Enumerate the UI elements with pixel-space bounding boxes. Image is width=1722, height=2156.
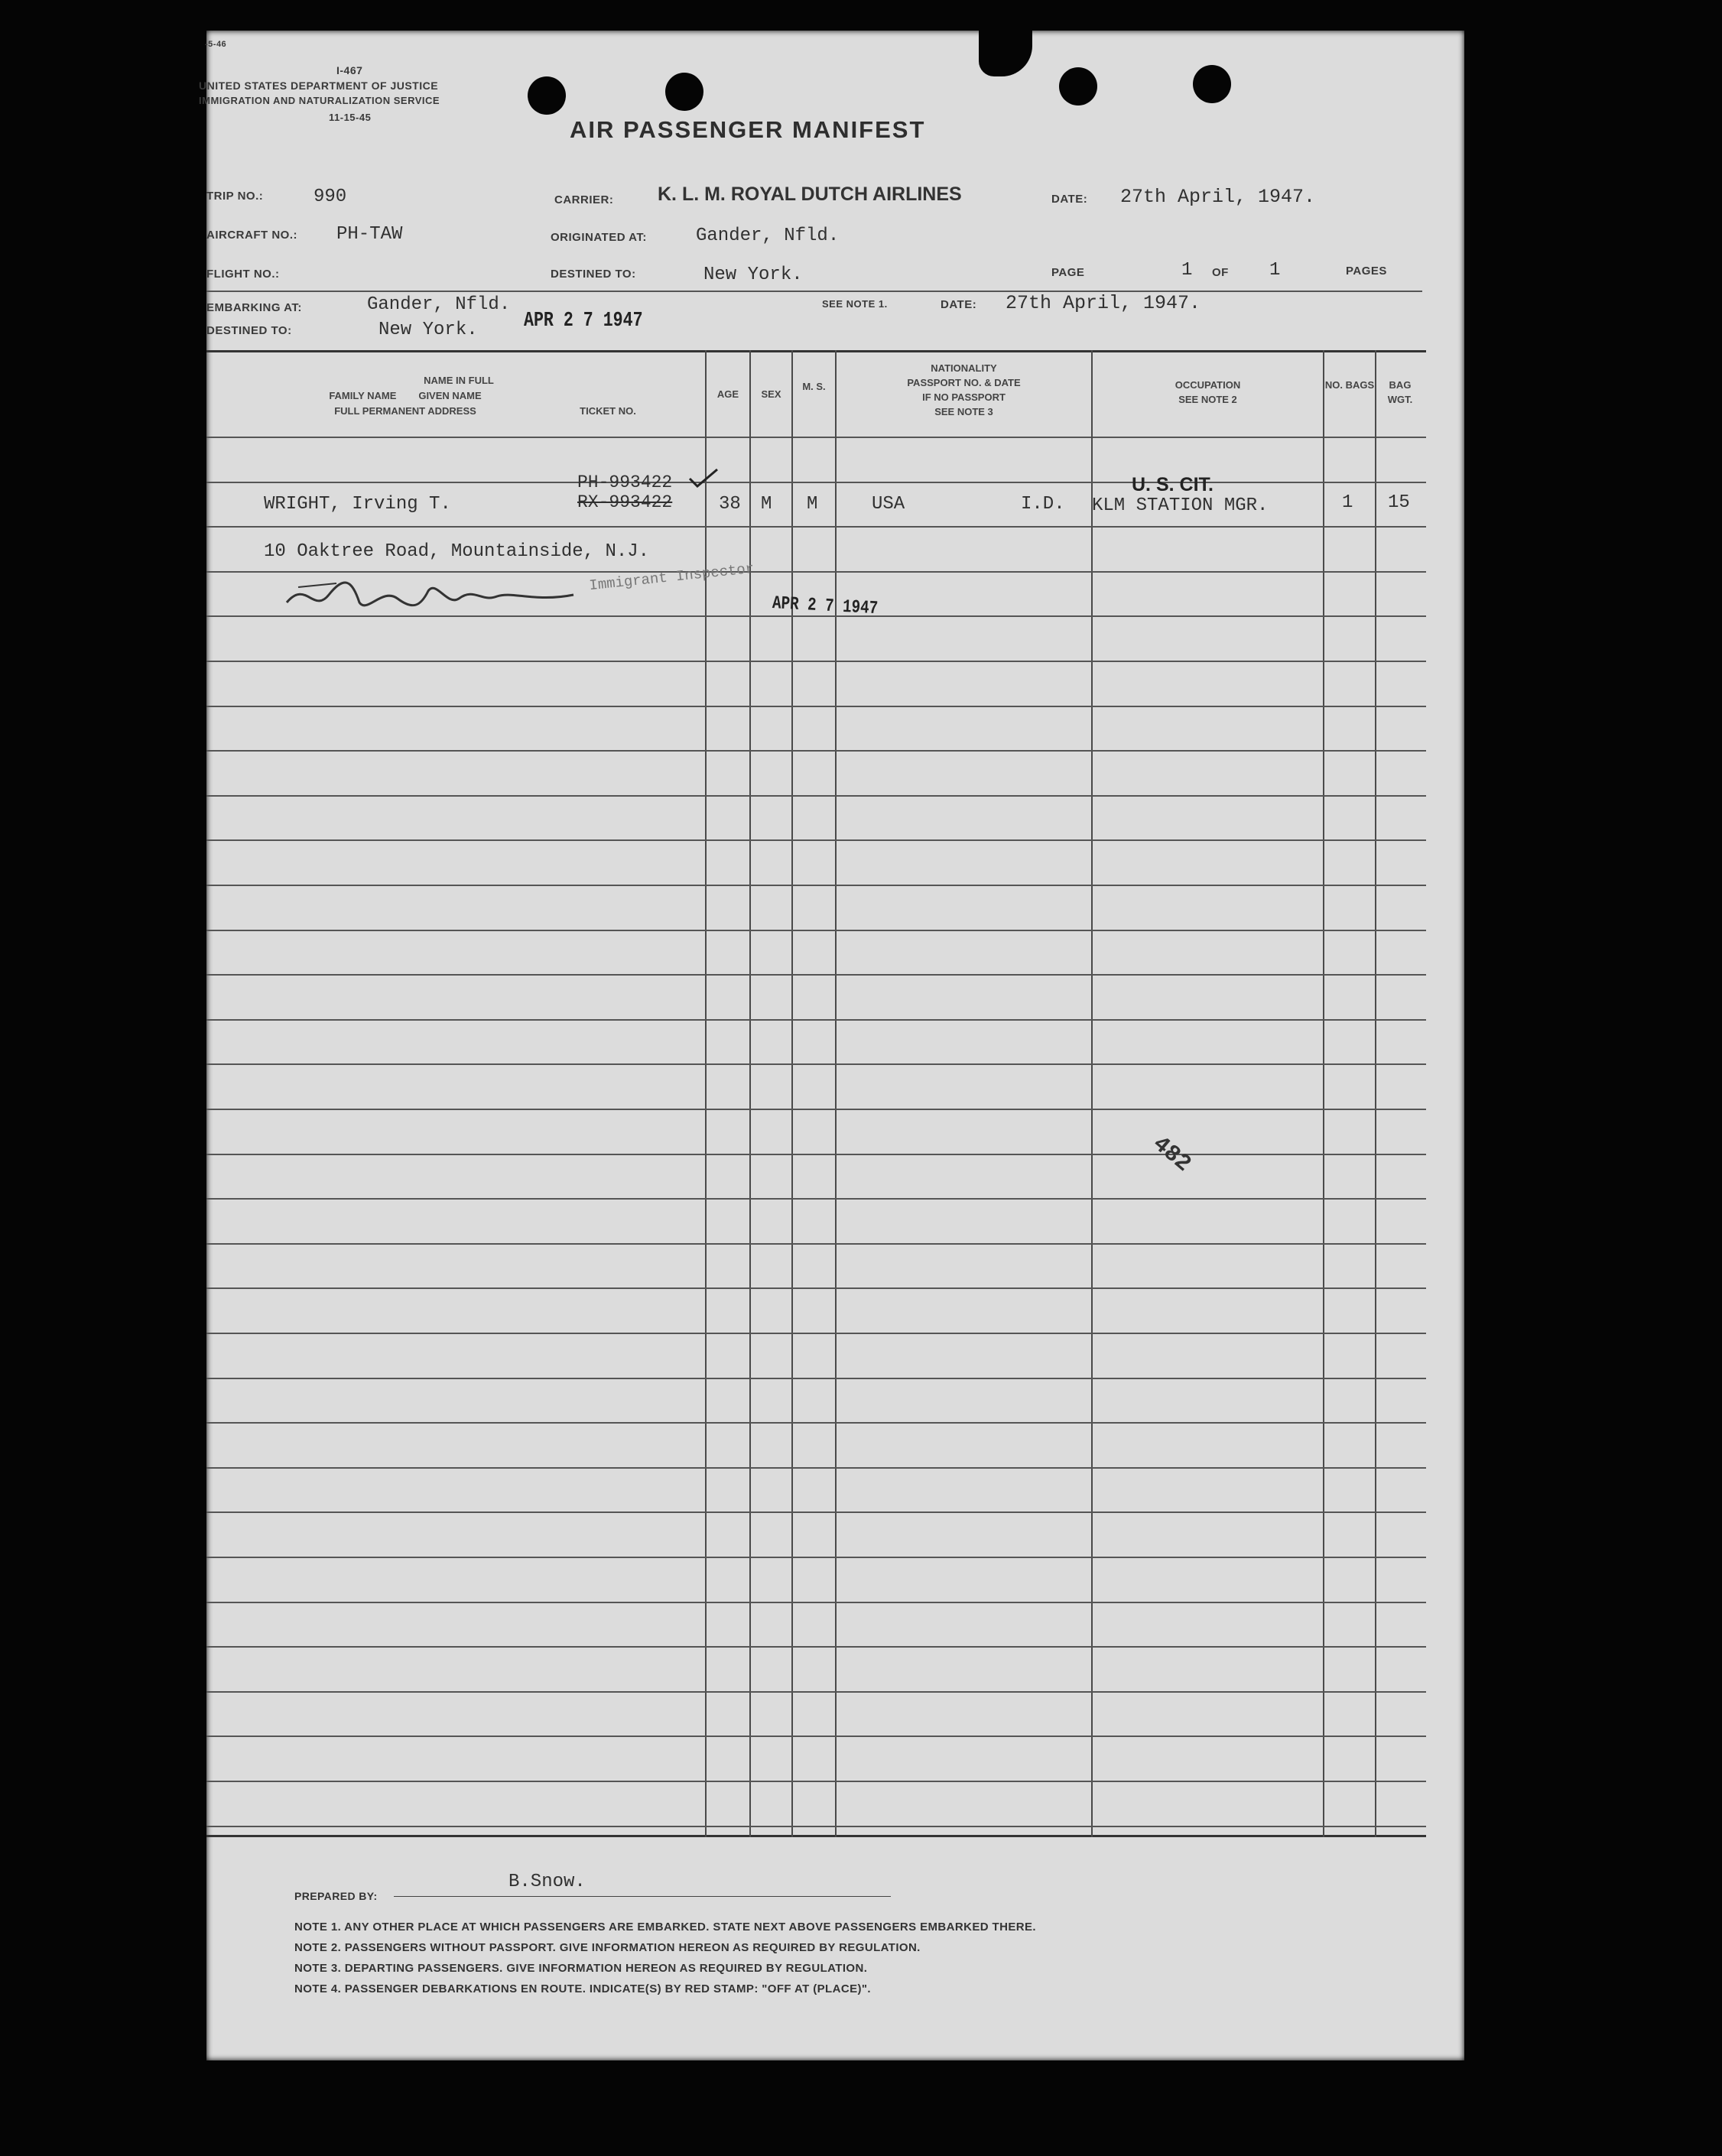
- row-line: [206, 1063, 1426, 1065]
- row-line: [206, 1511, 1426, 1513]
- page-number-stamp: 482: [1147, 1131, 1196, 1178]
- col-header-name-1: NAME IN FULL: [424, 375, 494, 386]
- row-line: [206, 839, 1426, 841]
- note-3: NOTE 3. DEPARTING PASSENGERS. GIVE INFORMATION HEREON AS REQUIRED BY REGULATION.: [294, 1962, 868, 1975]
- check-mark-icon: [688, 466, 719, 493]
- row-line: [206, 1691, 1426, 1693]
- row-line: [206, 526, 1426, 528]
- passenger-bag-weight: 15: [1388, 492, 1410, 513]
- agency-line1: UNITED STATES DEPARTMENT OF JUSTICE: [199, 80, 439, 92]
- col-header-occ-1: OCCUPATION: [1175, 379, 1241, 391]
- pages-label: PAGES: [1346, 265, 1387, 278]
- row-line: [206, 750, 1426, 752]
- row-line: [206, 1109, 1426, 1110]
- col-header-bagwgt: BAG WGT.: [1387, 379, 1413, 405]
- destined2-label: DESTINED TO:: [206, 324, 292, 337]
- ticket-number: PH-993422: [577, 472, 673, 492]
- col-divider-nationality: [835, 350, 837, 1837]
- col-header-nat-4: SEE NOTE 3: [934, 406, 993, 417]
- row-line: [206, 1287, 1426, 1289]
- destined-label: DESTINED TO:: [551, 268, 636, 281]
- table-header-rule: [206, 437, 1426, 438]
- row-line: [206, 1467, 1426, 1469]
- col-divider-ms: [791, 350, 793, 1837]
- col-divider-occupation: [1091, 350, 1093, 1837]
- col-header-nat-1: NATIONALITY: [931, 362, 997, 374]
- row-line: [206, 930, 1426, 931]
- ticket-number-struck: RX-993422: [577, 492, 673, 512]
- row-line: [206, 1736, 1426, 1737]
- passenger-occupation: KLM STATION MGR.: [1092, 495, 1269, 516]
- destined-value: New York.: [703, 265, 803, 285]
- col-header-sex: SEX: [761, 388, 781, 400]
- embarking-label: EMBARKING AT:: [206, 301, 302, 314]
- row-line: [206, 1243, 1426, 1245]
- row-line: [206, 1198, 1426, 1200]
- citizenship-stamp: U. S. CIT.: [1132, 474, 1214, 495]
- note-1: NOTE 1. ANY OTHER PLACE AT WHICH PASSENGERS ARE EMBARKED. STATE NEXT ABOVE PASSENGERS EMBARKED THERE.: [294, 1921, 1036, 1934]
- prepared-by-label: PREPARED BY:: [294, 1890, 378, 1902]
- inspection-date-stamp: APR 2 7 1947: [772, 593, 879, 620]
- punch-hole: [1193, 65, 1231, 103]
- col-header-nat-2: PASSPORT NO. & DATE: [907, 377, 1021, 388]
- col-header-name-2: FAMILY NAME GIVEN NAME: [329, 390, 482, 401]
- destined2-value: New York.: [379, 320, 478, 340]
- trip-label: TRIP NO.:: [206, 190, 264, 203]
- header-divider: [206, 291, 1422, 292]
- col-header-ticket: TICKET NO.: [580, 405, 636, 417]
- row-line: [206, 795, 1426, 797]
- prepared-by-line: [394, 1896, 891, 1897]
- passenger-age: 38: [719, 494, 741, 515]
- manifest-sheet: [199, 31, 1464, 2060]
- date-label: DATE:: [1051, 193, 1088, 206]
- see-note-label: SEE NOTE 1.: [822, 298, 888, 310]
- carrier-label: CARRIER:: [554, 193, 614, 206]
- row-line: [206, 1378, 1426, 1379]
- aircraft-value: PH-TAW: [336, 224, 403, 245]
- row-line: [206, 1333, 1426, 1334]
- inspector-stamp: Immigrant Inspector: [588, 560, 755, 595]
- col-header-ms: M. S.: [802, 381, 826, 392]
- row-line: [206, 974, 1426, 976]
- passenger-sex: M: [761, 494, 772, 515]
- date-value: 27th April, 1947.: [1120, 186, 1316, 208]
- prepared-by-value: B.Snow.: [508, 1872, 586, 1892]
- note-2: NOTE 2. PASSENGERS WITHOUT PASSPORT. GIVE INFORMATION HEREON AS REQUIRED BY REGULATION.: [294, 1941, 921, 1954]
- arrival-date-stamp: APR 2 7 1947: [524, 310, 643, 333]
- row-line: [206, 706, 1426, 707]
- passenger-bags: 1: [1342, 492, 1353, 513]
- originated-label: ORIGINATED AT:: [551, 231, 647, 244]
- row-line: [206, 1422, 1426, 1424]
- flight-label: FLIGHT NO.:: [206, 268, 280, 281]
- punch-hole: [665, 73, 703, 111]
- col-divider-bags: [1323, 350, 1324, 1837]
- row-line: [206, 1154, 1426, 1155]
- page-title: AIR PASSENGER MANIFEST: [570, 116, 926, 143]
- punch-hole: [528, 76, 566, 115]
- row-line: [206, 1019, 1426, 1021]
- inspector-signature: [283, 572, 589, 622]
- row-line: [206, 482, 1426, 483]
- page-value: 1: [1181, 260, 1193, 281]
- row-line: [206, 1557, 1426, 1558]
- of-value: 1: [1269, 260, 1281, 281]
- row-line: [206, 1602, 1426, 1603]
- carrier-value: K. L. M. ROYAL DUTCH AIRLINES: [658, 183, 962, 205]
- date2-label: DATE:: [941, 298, 977, 311]
- page-label: PAGE: [1051, 266, 1085, 279]
- row-line: [206, 1646, 1426, 1648]
- form-code: -5-46: [205, 40, 227, 49]
- col-header-nat-3: IF NO PASSPORT: [922, 391, 1006, 403]
- note-4: NOTE 4. PASSENGER DEBARKATIONS EN ROUTE. INDICATE(S) BY RED STAMP: "OFF AT (PLACE)".: [294, 1982, 871, 1995]
- col-header-bags: NO. BAGS: [1324, 379, 1375, 391]
- form-number: I-467: [336, 64, 363, 76]
- torn-edge: [979, 31, 1032, 76]
- row-line: [206, 1781, 1426, 1782]
- col-header-occ-2: SEE NOTE 2: [1178, 394, 1237, 405]
- agency-line2: IMMIGRATION AND NATURALIZATION SERVICE: [199, 95, 440, 106]
- embarking-value: Gander, Nfld.: [367, 294, 511, 315]
- passenger-nationality: USA: [872, 494, 905, 515]
- passenger-address: 10 Oaktree Road, Mountainside, N.J.: [264, 541, 650, 562]
- of-label: OF: [1212, 266, 1229, 279]
- row-line: [206, 1826, 1426, 1827]
- row-line: [206, 885, 1426, 886]
- passenger-id: I.D.: [1021, 494, 1065, 515]
- table-top-rule: [206, 350, 1426, 352]
- passenger-marital-status: M: [807, 494, 818, 515]
- col-divider-bagwgt: [1375, 350, 1376, 1837]
- manifest-table: [206, 350, 1426, 1837]
- punch-hole: [1059, 67, 1097, 106]
- passenger-name: WRIGHT, Irving T.: [264, 494, 451, 515]
- trip-value: 990: [314, 187, 347, 207]
- col-header-age: AGE: [716, 388, 739, 400]
- row-line: [206, 661, 1426, 662]
- date2-value: 27th April, 1947.: [1006, 292, 1201, 314]
- form-date: 11-15-45: [329, 112, 372, 123]
- table-bottom-rule: [206, 1835, 1426, 1837]
- originated-value: Gander, Nfld.: [696, 226, 840, 246]
- aircraft-label: AIRCRAFT NO.:: [206, 229, 297, 242]
- col-header-name-3: FULL PERMANENT ADDRESS: [334, 405, 476, 417]
